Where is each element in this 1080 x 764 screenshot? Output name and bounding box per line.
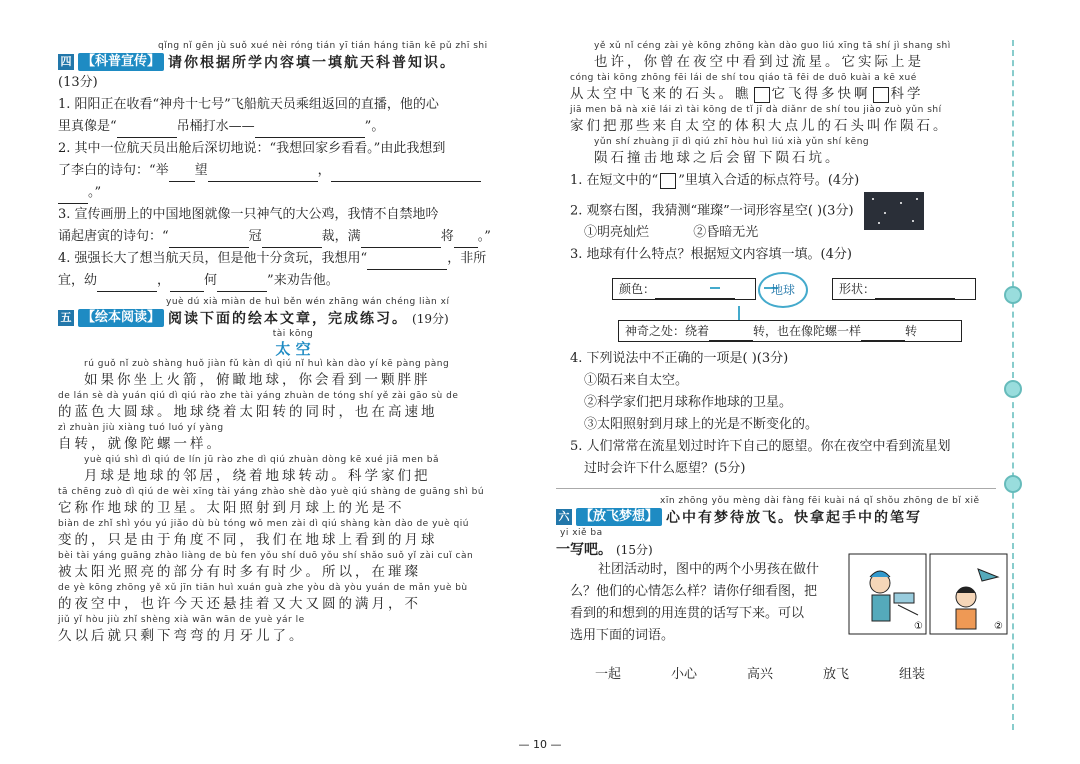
q5-5-line1: 5. 人们常常在流星划过时许下自己的愿望。你在夜空中看到流星划 bbox=[570, 439, 951, 454]
word-3: 高兴 bbox=[746, 667, 773, 682]
story-pinyin-line: de yè kōng zhōng yě xǔ jīn tiān huì xuán guà zhe yòu dà yòu yuán de mǎn yuè bù bbox=[58, 583, 468, 593]
earth-circle: 地球 bbox=[758, 272, 808, 308]
writing-prompt bbox=[570, 559, 1010, 669]
prompt-line4: 选用下面的词语。 bbox=[570, 628, 675, 643]
blank[interactable] bbox=[655, 286, 735, 299]
story-title: 太 空 bbox=[275, 340, 311, 358]
story-pinyin-line: yǔn shí zhuàng jī dì qiú zhī hòu huì liú xià yǔn shí kēng bbox=[594, 137, 870, 147]
section4-heading bbox=[58, 52, 528, 72]
story-pinyin-line: rú guǒ nǐ zuò shàng huǒ jiàn fǔ kàn dì qiú nǐ huì kàn dào yí kē pàng pàng bbox=[84, 359, 450, 369]
story-pinyin-line: biàn de zhǐ shì yóu yú jiǎo dù bù tóng wǒ men zài dì qiú shàng kàn dào de yuè qiú bbox=[58, 519, 469, 529]
story-text-line: 陨石撞击地球之后会留下陨石坑。 bbox=[594, 150, 842, 166]
edge-tab bbox=[1004, 380, 1022, 398]
story-pinyin-line: cóng tài kōng zhōng fēi lái de shí tou qiáo tā fēi de duō kuài a kē xué bbox=[570, 73, 917, 83]
q5-4: 4. 下列说法中不正确的一项是( )(3分) bbox=[570, 351, 789, 366]
page-number: — 10 — bbox=[518, 738, 562, 751]
right-column bbox=[556, 40, 1010, 682]
left-column bbox=[58, 40, 528, 646]
q5-5-line2: 过时会许下什么愿望？(5分) bbox=[584, 461, 746, 476]
word-2: 小心 bbox=[670, 667, 697, 682]
section6-heading bbox=[556, 507, 1010, 527]
color-box: 颜色： bbox=[612, 278, 756, 300]
section5-heading bbox=[58, 308, 528, 328]
section4-title: 请你根据所学内容填一填航天科普知识。 bbox=[168, 55, 457, 71]
q5-4-option3[interactable]: ③太阳照射到月球上的光是不断变化的。 bbox=[584, 417, 819, 432]
story-title-pinyin: tài kōng bbox=[272, 329, 314, 339]
edge-tab bbox=[1004, 286, 1022, 304]
word-1: 一起 bbox=[594, 667, 621, 682]
prompt-line3: 看到的和想到的用连贯的话写下来。可以 bbox=[570, 606, 805, 621]
blank[interactable] bbox=[169, 167, 195, 182]
story-text-line: 自转，就像陀螺一样。 bbox=[58, 436, 223, 452]
q5-4-option2[interactable]: ②科学家们把月球称作地球的卫星。 bbox=[584, 395, 793, 410]
word-5: 组装 bbox=[898, 667, 925, 682]
section5-pinyin: yuè dú xià miàn de huì běn wén zhāng wán chéng liàn xí bbox=[166, 297, 450, 307]
section4-number: 四 bbox=[58, 54, 74, 70]
prompt-line2: 么？他们的心情怎么样？请你仔细看图，把 bbox=[570, 584, 818, 599]
story-pinyin-line: yuè qiú shì dì qiú de lín jū rào zhe dì qiú zhuàn dòng kē xué jiā men bǎ bbox=[84, 455, 440, 465]
q5-4-option1[interactable]: ①陨石来自太空。 bbox=[584, 373, 689, 388]
story-text-line: 月球是地球的邻居，绕着地球转动。科学家们把 bbox=[84, 468, 431, 484]
q4-3-line2: 诵起唐寅的诗句：“ 冠 裁，满 将 。” bbox=[58, 226, 528, 248]
story-text-line: 如果你坐上火箭，俯瞰地球，你会看到一颗胖胖 bbox=[84, 372, 431, 388]
prompt-line1: 社团活动时，图中的两个小男孩在做什 bbox=[598, 562, 820, 577]
q5-3: 3. 地球有什么特点？根据短文内容填一填。(4分) bbox=[570, 247, 852, 262]
magic-box: 神奇之处：绕着 转，也在像陀螺一样 转 bbox=[618, 320, 962, 342]
story-text-line: 久以后就只剩下弯弯的月牙儿了。 bbox=[58, 628, 306, 644]
story-text-line: 它称作地球的卫星。太阳照射到月球上的光是不 bbox=[58, 500, 405, 516]
pic1-label: ① bbox=[914, 621, 923, 632]
q4-2-line2: 了李白的诗句：“举 望 ， bbox=[58, 160, 528, 182]
earth-diagram bbox=[570, 272, 1010, 342]
blank[interactable] bbox=[861, 328, 905, 341]
section5-score: (19分) bbox=[412, 311, 449, 326]
section6-heading2: 一写吧。 (15分) bbox=[556, 542, 653, 558]
section6-tag: 【放飞梦想】 bbox=[576, 508, 662, 526]
blank[interactable] bbox=[262, 233, 322, 248]
q5-1: 1. 在短文中的“ ”里填入合适的标点符号。(4分) bbox=[570, 173, 860, 188]
section6-title: 心中有梦待放飞。快拿起手中的笔写 bbox=[666, 510, 923, 526]
section6-pinyin2: yi xiě ba bbox=[560, 528, 603, 538]
story-pinyin-line: jiā men bǎ nà xiē lái zì tài kōng de tǐ jī dà diǎnr de shí tou jiào zuò yǔn shí bbox=[570, 105, 942, 115]
blank[interactable] bbox=[170, 277, 204, 292]
story-text-line: 从太空中飞来的石头。瞧 它飞得多快啊 科学 bbox=[570, 86, 924, 102]
section6-pinyin: xīn zhōng yǒu mèng dài fàng fēi kuài ná qǐ shǒu zhōng de bǐ xiě bbox=[660, 496, 980, 506]
blank[interactable] bbox=[58, 189, 88, 204]
blank[interactable] bbox=[361, 233, 441, 248]
story-text-line: 变的，只是由于角度不同，我们在地球上看到的月球 bbox=[58, 532, 438, 548]
story-text-line: 也许，你曾在夜空中看到过流星。它实际上是 bbox=[594, 54, 924, 70]
q4-4-line1: 4. 强强长大了想当航天员，但是他十分贪玩，我想用“ ，非所 bbox=[58, 248, 528, 270]
story-text-line: 的蓝色大圆球。地球绕着太阳转的同时，也在高速地 bbox=[58, 404, 438, 420]
story-text bbox=[58, 358, 528, 646]
blank[interactable] bbox=[875, 286, 955, 299]
q4-2-line1: 2. 其中一位航天员出舱后深切地说：“我想回家乡看看。”由此我想到 bbox=[58, 141, 446, 156]
blank[interactable] bbox=[169, 233, 249, 248]
punctuation-box-icon bbox=[660, 173, 676, 189]
shape-box: 形状： bbox=[832, 278, 976, 300]
q4-1-line2: 里真像是“ 吊桶打水—— ”。 bbox=[58, 116, 528, 138]
blank[interactable] bbox=[97, 277, 157, 292]
section4-tag: 【科普宣传】 bbox=[78, 53, 164, 71]
story-pinyin-line: tā chēng zuò dì qiú de wèi xīng tài yáng zhào shè dào yuè qiú shàng de guāng shì bú bbox=[58, 487, 485, 497]
section4-pinyin: qǐng nǐ gēn jù suǒ xué nèi róng tián yī tián háng tiān kē pǔ zhī shi bbox=[158, 41, 488, 51]
q4-1-line1: 1. 阳阳正在收看“神舟十七号”飞船航天员乘组返回的直播，他的心 bbox=[58, 97, 439, 112]
starry-sky-photo bbox=[864, 192, 924, 230]
word-4: 放飞 bbox=[822, 667, 849, 682]
story-text-line: 家们把那些来自太空的体积大点儿的石头叫作陨石。 bbox=[570, 118, 950, 134]
boys-illustration bbox=[848, 553, 1008, 635]
q5-2: 2. 观察右图，我猜测“璀璨”一词形容星空( )(3分) bbox=[570, 192, 1010, 230]
q4-3-line1: 3. 宣传画册上的中国地图就像一只神气的大公鸡，我情不自禁地吟 bbox=[58, 207, 439, 222]
punctuation-box-icon[interactable] bbox=[873, 87, 889, 103]
section4-score: (13分) bbox=[58, 75, 98, 90]
story-text-line: 的夜空中，也许今天还悬挂着又大又圆的满月，不 bbox=[58, 596, 421, 612]
story-text-line: 被太阳光照亮的部分有时多有时少。所以，在璀璨 bbox=[58, 564, 421, 580]
blank[interactable] bbox=[709, 328, 753, 341]
q4-4-line2: 宜，幼 ， 何 ”来劝告他。 bbox=[58, 270, 528, 292]
blank[interactable] bbox=[208, 167, 318, 182]
story-pinyin-line: jiǔ yǐ hòu jiù zhǐ shèng xià wān wān de yuè yár le bbox=[58, 615, 305, 625]
section5-number: 五 bbox=[58, 310, 74, 326]
story-pinyin-line: bèi tài yáng guāng zhào liàng de bù fen yǒu shí duō yǒu shí shǎo suǒ yǐ zài cuǐ càn bbox=[58, 551, 474, 561]
blank[interactable] bbox=[255, 123, 365, 138]
option-2[interactable]: ②昏暗无光 bbox=[693, 225, 759, 240]
story-pinyin-line: yě xǔ nǐ céng zài yè kōng zhōng kàn dào guo liú xīng tā shí jì shang shì bbox=[594, 41, 951, 51]
blank[interactable] bbox=[454, 233, 478, 248]
story-text-continued bbox=[570, 40, 1010, 168]
blank[interactable] bbox=[331, 167, 481, 182]
punctuation-box-icon[interactable] bbox=[754, 87, 770, 103]
section5-title: 阅读下面的绘本文章，完成练习。 bbox=[168, 311, 409, 327]
story-pinyin-line: de lán sè dà yuán qiú dì qiú rào zhe tài yáng zhuàn de tóng shí yě zài gāo sù de bbox=[58, 391, 459, 401]
section5-tag: 【绘本阅读】 bbox=[78, 309, 164, 327]
divider bbox=[556, 488, 996, 489]
option-1[interactable]: ①明亮灿烂 bbox=[584, 225, 650, 240]
edge-tab bbox=[1004, 475, 1022, 493]
blank[interactable] bbox=[117, 123, 177, 138]
story-pinyin-line: zì zhuàn jiù xiàng tuó luó yí yàng bbox=[58, 423, 224, 433]
blank[interactable] bbox=[367, 255, 447, 270]
section6-number: 六 bbox=[556, 509, 572, 525]
pic2-label: ② bbox=[994, 621, 1003, 632]
q4-2-line3: 。” bbox=[58, 182, 528, 204]
blank[interactable] bbox=[217, 277, 267, 292]
